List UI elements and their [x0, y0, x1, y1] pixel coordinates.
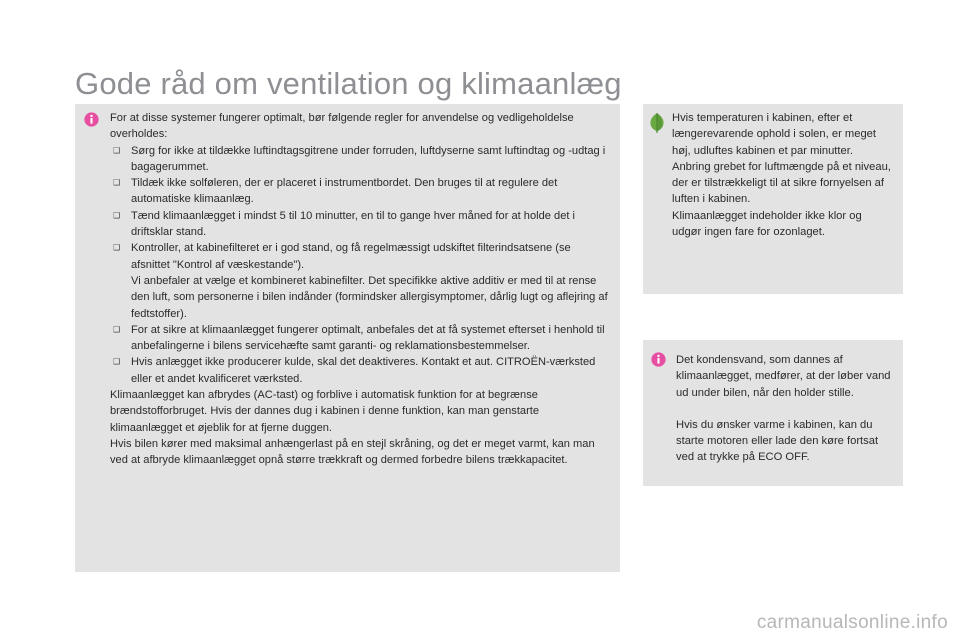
eco-para-ozone: Klimaanlægget indeholder ikke klor og udgør ingen fare for ozonlaget.	[672, 209, 862, 239]
heating-para: Hvis du ønsker varme i kabinen, kan du starte motoren eller lade den køre fortsat ved at trykke på ECO OFF.	[676, 418, 879, 464]
eco-para-ventilate: Hvis temperaturen i kabinen, efter et længerevarende ophold i solen, er meget høj, udluftes kabinen et par minutter.	[672, 112, 876, 157]
list-item: ❑ For at sikre at klimaanlægget fungerer optimalt, anbefales det at få systemet efterset i henhold til anbefalingerne i bilens servicehæfte samt garanti- og reklamationsbestemmelser.	[110, 322, 610, 355]
leaf-icon	[648, 112, 666, 134]
page-title: Gode råd om ventilation og klimaanlæg	[75, 66, 622, 101]
list-item: ❑ Hvis anlægget ikke producerer kulde, skal det deaktiveres. Kontakt et aut. CITROËN-værksted eller et andet kvalificeret værksted.	[110, 354, 610, 387]
list-item: ❑ Kontroller, at kabinefilteret er i god stand, og få regelmæssigt udskiftet filterindsatsene (se afsnittet "Kontrol af væskestande"). Vi anbefaler at vælge et kombineret kabinefilter. Det specifikke aktive additiv er med til at rense den luft, som personerne i bilen indånder (formindsker allergisymptomer, dårlig lugt og aflejring af fedtstoffer).	[110, 240, 610, 321]
watermark: carmanualsonline.info	[756, 612, 948, 633]
info-icon	[651, 352, 666, 367]
usage-rules-text	[110, 110, 610, 469]
condensation-box	[643, 340, 903, 486]
eco-tips-text	[672, 110, 893, 240]
condensation-para: Det kondensvand, som dannes af klimaanlægget, medfører, at der løber vand ud under bilen, når den holder stille.	[676, 354, 891, 399]
ac-economy-paragraph: Klimaanlægget kan afbrydes (AC-tast) og forblive i automatisk funktion for at begrænse brændstofforbruget. Hvis der dannes dug i kabinen i denne funktion, kan man genstarte klimaanlægget et øjeblik for at fjerne duggen.	[110, 389, 540, 434]
list-item: ❑ Tænd klimaanlægget i mindst 5 til 10 minutter, en til to gange hver måned for at holde det i driftsklar stand.	[110, 208, 610, 241]
condensation-text	[676, 352, 893, 466]
eco-para-airflow: Anbring grebet for luftmængde på et niveau, der er tilstrækkeligt til at sikre fornyelsen af luften i kabinen.	[672, 160, 891, 206]
eco-tips-box	[643, 104, 903, 294]
usage-rules-box	[75, 104, 620, 572]
list-item: ❑ Tildæk ikke solføleren, der er placeret i instrumentbordet. Den bruges til at regulere det automatiske klimaanlæg.	[110, 175, 610, 208]
towing-paragraph: Hvis bilen kører med maksimal anhængerlast på en stejl skråning, og det er meget varmt, kan man ved at afbryde klimaanlægget opnå større trækkraft og dermed forbedre bilens trækkapacitet.	[110, 437, 595, 467]
info-icon	[84, 112, 99, 127]
rules-list	[110, 143, 610, 387]
filter-recommendation: Vi anbefaler at vælge et kombineret kabinefilter. Det specifikke aktive additiv er med til at rense den luft, som personerne i bilen indånder (formindsker allergisymptomer, dårlig lugt og aflejring af fedtstoffer).	[131, 274, 608, 320]
list-item: ❑ Sørg for ikke at tildække luftindtagsgitrene under forruden, luftdyserne samt luftindtag og -udtag i bagagerummet.	[110, 143, 610, 176]
rules-intro: For at disse systemer fungerer optimalt, bør følgende regler for anvendelse og vedligeholdelse overholdes:	[110, 112, 574, 141]
